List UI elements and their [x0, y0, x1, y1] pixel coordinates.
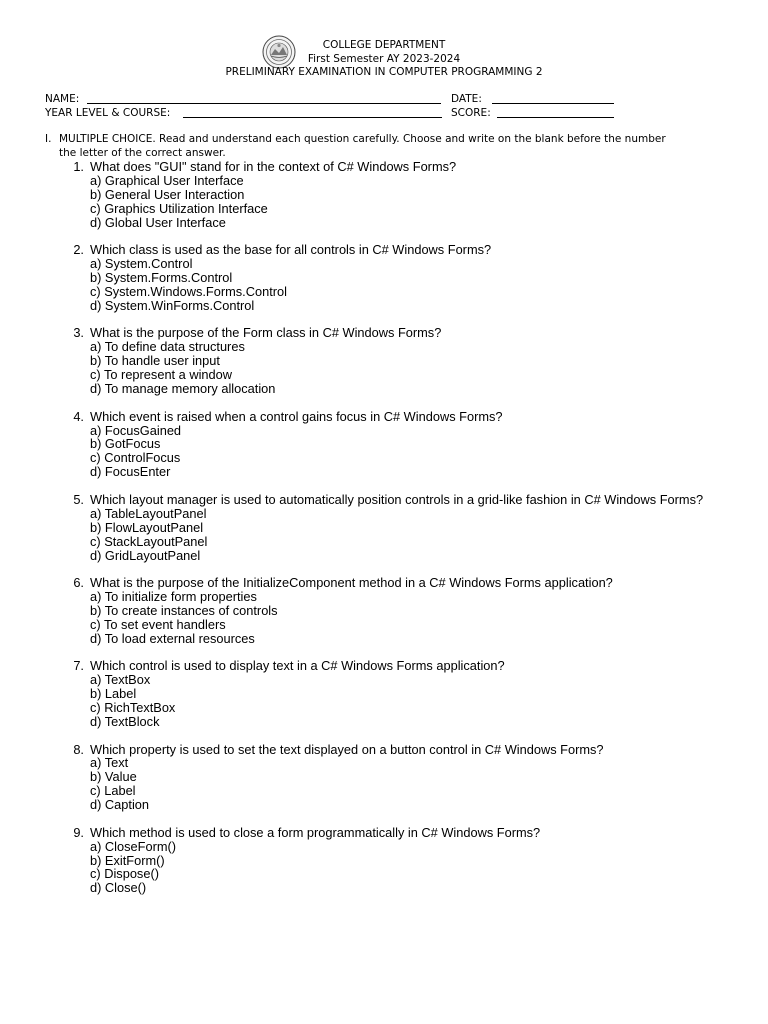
question-text: Which method is used to close a form programmatically in C# Windows Forms?: [90, 824, 541, 840]
answer-choice: c) ControlFocus: [90, 450, 181, 466]
question-number: 6.: [73, 575, 84, 591]
section-number: I.: [45, 133, 52, 145]
answer-choice: a) TextBox: [90, 672, 151, 688]
question-text: Which layout manager is used to automatically position controls in a grid-like fashion in C# Windows Forms?: [90, 491, 704, 507]
answer-choice: a) FocusGained: [90, 422, 182, 438]
question-item: [66, 743, 726, 813]
answer-choice: d) FocusEnter: [90, 464, 171, 480]
answer-choice: d) To manage memory allocation: [90, 381, 276, 397]
answer-choice: b) Label: [90, 686, 137, 702]
exam-title: PRELIMINARY EXAMINATION IN COMPUTER PROGRAMMING 2: [225, 66, 543, 78]
year-course-label: YEAR LEVEL & COURSE:: [45, 106, 171, 119]
question-text: What is the purpose of the Form class in C# Windows Forms?: [90, 325, 442, 341]
question-text: What does "GUI" stand for in the context of C# Windows Forms?: [90, 159, 457, 174]
question-text: Which event is raised when a control gains focus in C# Windows Forms?: [90, 408, 503, 424]
question-number: 5.: [73, 491, 84, 507]
course-score-row: [45, 107, 725, 121]
name-date-row: [45, 93, 725, 107]
question-item: [66, 826, 726, 896]
answer-choice: c) Graphics Utilization Interface: [90, 200, 268, 216]
answer-choice: d) System.WinForms.Control: [90, 297, 255, 313]
date-label: DATE:: [451, 93, 482, 105]
question-item: [66, 659, 726, 729]
question-text: Which control is used to display text in a C# Windows Forms application?: [90, 658, 505, 674]
answer-choice: b) To handle user input: [90, 353, 220, 369]
answer-choice: c) RichTextBox: [90, 700, 176, 716]
student-info: [45, 93, 725, 120]
answer-choice: a) To initialize form properties: [90, 589, 257, 604]
question-number: 1.: [73, 159, 84, 174]
score-label: SCORE:: [451, 106, 491, 119]
question-text: Which property is used to set the text displayed on a button control in C# Windows Forms?: [90, 741, 604, 757]
department-name: COLLEGE DEPARTMENT: [322, 39, 446, 51]
instructions: [45, 133, 727, 160]
question-list: [66, 160, 726, 909]
answer-choice: d) Global User Interface: [90, 214, 226, 230]
answer-choice: c) StackLayoutPanel: [90, 533, 208, 549]
answer-choice: b) FlowLayoutPanel: [90, 519, 204, 535]
answer-choice: c) To set event handlers: [90, 616, 226, 632]
answer-choice: b) ExitForm(): [90, 852, 165, 868]
question-item: [66, 160, 726, 230]
answer-choice: a) CloseForm(): [90, 838, 177, 854]
exam-header: [150, 39, 618, 80]
answer-choice: d) GridLayoutPanel: [90, 547, 201, 563]
answer-choice: c) Dispose(): [90, 866, 159, 882]
answer-choice: b) To create instances of controls: [90, 602, 278, 618]
question-item: [66, 576, 726, 646]
instructions-line-1: MULTIPLE CHOICE. Read and understand each question carefully. Choose and write on the blank before the number: [59, 133, 666, 145]
name-blank[interactable]: [87, 93, 441, 104]
date-blank[interactable]: [492, 93, 614, 104]
question-number: 3.: [73, 325, 84, 341]
answer-choice: b) General User Interaction: [90, 186, 245, 202]
year-course-blank[interactable]: [183, 107, 442, 118]
answer-choice: c) Label: [90, 783, 136, 799]
answer-choice: b) Value: [90, 769, 137, 785]
question-number: 7.: [73, 658, 84, 674]
answer-choice: c) To represent a window: [90, 367, 233, 383]
question-text: What is the purpose of the InitializeComponent method in a C# Windows Forms application?: [90, 575, 613, 591]
answer-choice: a) TableLayoutPanel: [90, 505, 207, 521]
question-number: 2.: [73, 242, 84, 258]
answer-choice: d) To load external resources: [90, 630, 255, 646]
question-text: Which class is used as the base for all controls in C# Windows Forms?: [90, 242, 492, 258]
answer-choice: b) GotFocus: [90, 436, 161, 452]
semester-line: First Semester AY 2023-2024: [307, 52, 461, 65]
instructions-line-2: the letter of the correct answer.: [59, 146, 226, 159]
question-item: [66, 326, 726, 396]
answer-choice: a) Graphical User Interface: [90, 172, 244, 188]
answer-choice: d) Close(): [90, 880, 147, 896]
question-number: 8.: [73, 741, 84, 757]
name-label: NAME:: [45, 93, 80, 105]
answer-choice: a) To define data structures: [90, 339, 245, 355]
answer-choice: a) System.Control: [90, 256, 193, 272]
question-number: 9.: [73, 824, 84, 840]
answer-choice: c) System.Windows.Forms.Control: [90, 283, 287, 299]
answer-choice: a) Text: [90, 755, 129, 771]
score-blank[interactable]: [497, 107, 614, 118]
question-number: 4.: [73, 408, 84, 424]
question-item: [66, 493, 726, 563]
question-item: [66, 243, 726, 313]
answer-choice: b) System.Forms.Control: [90, 270, 233, 286]
question-item: [66, 410, 726, 480]
answer-choice: d) TextBlock: [90, 713, 160, 729]
answer-choice: d) Caption: [90, 797, 150, 813]
